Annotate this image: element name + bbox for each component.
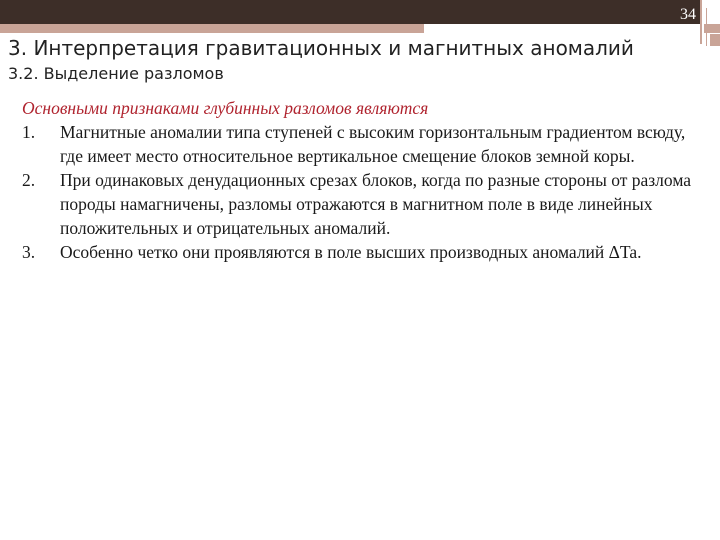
- decorative-line: [706, 8, 707, 46]
- list-item-text: Особенно четко они проявляются в поле высших производных аномалий ΔTa.: [60, 242, 642, 262]
- decorative-line: [700, 0, 702, 44]
- list-item: [22, 120, 702, 168]
- list-item: [22, 168, 702, 240]
- slide-body: [22, 96, 702, 264]
- criteria-list: [22, 120, 702, 264]
- list-item-text: При одинаковых денудационных срезах блоков, когда по разные стороны от разлома породы намагничены, разломы отражаются в магнитном поле в виде линейных положительных и отрицательных аномалий.: [60, 170, 692, 238]
- intro-text: Основными признаками глубинных разломов являются: [22, 98, 429, 118]
- list-item-number: 1.: [22, 122, 36, 142]
- slide-number: 34: [680, 6, 696, 23]
- slide-subtitle: 3.2. Выделение разломов: [8, 64, 224, 83]
- decorative-block: [710, 34, 720, 46]
- list-item: [22, 240, 702, 264]
- header-accent-gap: [424, 24, 704, 33]
- header-bar: [0, 0, 700, 24]
- list-item-number: 2.: [22, 170, 36, 190]
- list-item-number: 3.: [22, 242, 36, 262]
- list-item-text: Магнитные аномалии типа ступеней с высоким горизонтальным градиентом всюду, где имеет место относительное вертикальное смещение блоков земной коры.: [60, 122, 686, 166]
- slide-title: 3. Интерпретация гравитационных и магнитных аномалий: [8, 36, 634, 60]
